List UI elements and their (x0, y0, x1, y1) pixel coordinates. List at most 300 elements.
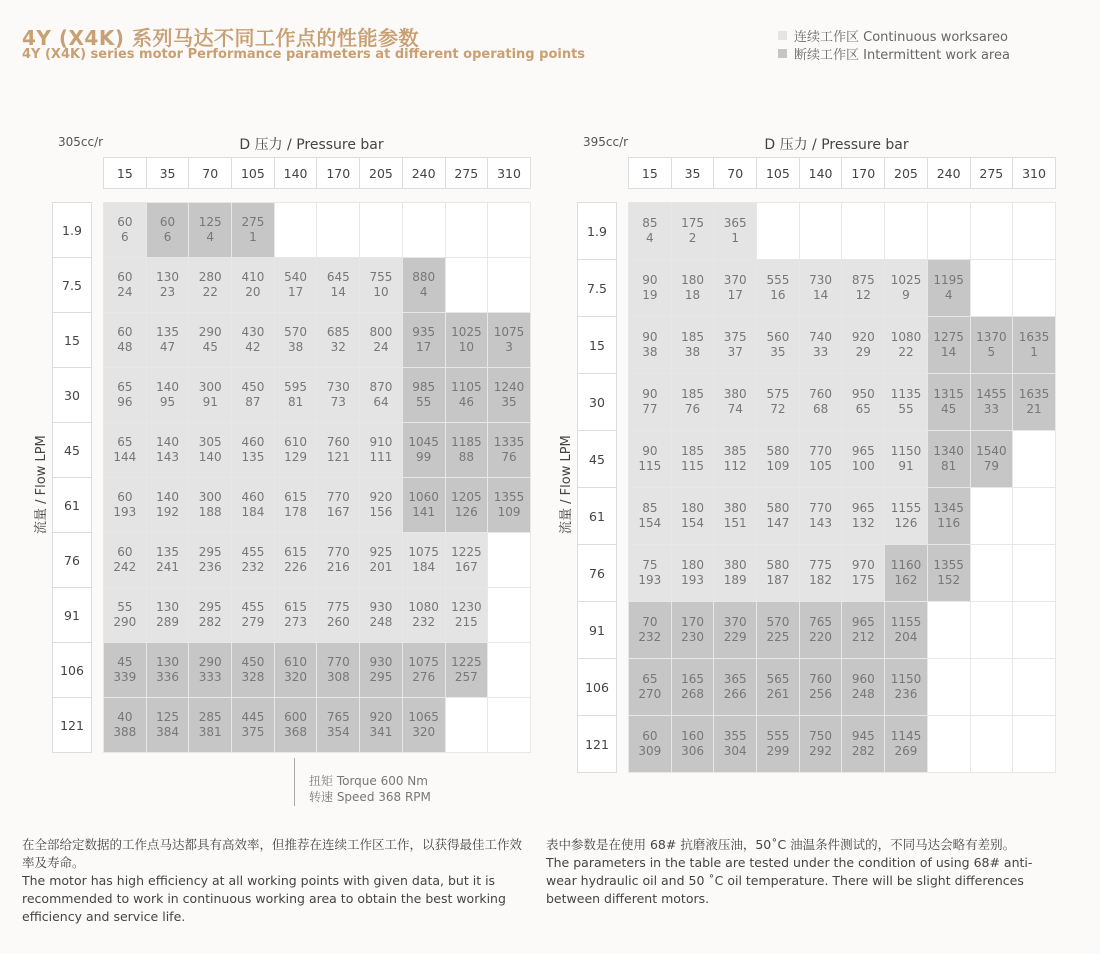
speed-value: 1 (249, 230, 257, 244)
torque-value: 1080 (408, 600, 439, 614)
torque-value: 770 (326, 545, 350, 559)
speed-value: 212 (851, 630, 875, 644)
torque-value: 920 (369, 490, 393, 504)
torque-value: 75 (642, 558, 658, 572)
data-cell (1013, 317, 1056, 374)
torque-value: 140 (156, 490, 179, 504)
speed-value: 226 (284, 560, 308, 574)
data-cell (1013, 716, 1056, 773)
speed-value: 156 (369, 505, 393, 519)
torque-value: 60 (117, 215, 133, 229)
data-cell (671, 317, 714, 374)
data-cell (970, 716, 1013, 773)
data-cell (104, 478, 147, 533)
torque-value: 60 (159, 215, 176, 229)
data-cell (629, 659, 672, 716)
data-cell (629, 602, 672, 659)
speed-value: 242 (113, 560, 137, 574)
torque-value: 60 (117, 270, 133, 284)
torque-value: 740 (809, 330, 833, 344)
torque-value: 1340 (933, 444, 964, 458)
torque-value: 410 (241, 270, 265, 284)
data-cell (927, 431, 970, 488)
speed-value: 192 (156, 505, 179, 519)
data-cell (274, 588, 317, 643)
torque-value: 140 (156, 380, 179, 394)
data-cell (274, 368, 317, 423)
torque-value: 575 (766, 387, 790, 401)
data-cell (629, 716, 672, 773)
torque-value: 130 (156, 655, 179, 669)
data-cell (232, 368, 275, 423)
torque-value: 570 (284, 325, 308, 339)
speed-value: 64 (373, 395, 389, 409)
torque-value: 1075 (408, 655, 439, 669)
speed-value: 45 (202, 340, 218, 354)
torque-value: 580 (766, 444, 790, 458)
data-cell (927, 716, 970, 773)
speed-value: 248 (369, 615, 393, 629)
flow-row (578, 659, 617, 716)
flow-header-cell: 15 (53, 313, 92, 368)
data-cell (970, 317, 1013, 374)
data-cell (629, 317, 672, 374)
torque-value: 610 (284, 435, 308, 449)
flow-row (53, 313, 92, 368)
data-cell (714, 545, 757, 602)
data-cell (146, 533, 189, 588)
speed-value: 381 (198, 725, 222, 739)
speed-value: 5 (987, 345, 996, 359)
data-cell (274, 643, 317, 698)
speed-value: 4 (944, 288, 953, 302)
flow-row (578, 488, 617, 545)
speed-value: 4 (646, 231, 654, 245)
torque-value: 910 (369, 435, 393, 449)
data-grid-right (628, 202, 1056, 773)
data-cell (927, 317, 970, 374)
torque-value: 930 (369, 655, 393, 669)
torque-value: 555 (766, 273, 790, 287)
speed-value: 17 (287, 285, 304, 299)
pressure-title-right: D 压力 / Pressure bar (764, 137, 909, 153)
table-row (629, 659, 1056, 716)
data-cell (360, 478, 403, 533)
data-cell (360, 588, 403, 643)
torque-value: 570 (766, 615, 790, 629)
data-cell (970, 374, 1013, 431)
speed-value: 241 (156, 560, 179, 574)
torque-value: 1025 (890, 273, 922, 287)
data-cell (317, 643, 360, 698)
torque-value: 950 (851, 387, 875, 401)
data-cell (842, 374, 885, 431)
data-cell (317, 533, 360, 588)
data-cell (488, 423, 531, 478)
speed-value: 232 (412, 615, 436, 629)
speed-value: 220 (809, 630, 833, 644)
torque-value: 60 (117, 325, 133, 339)
data-cell (970, 260, 1013, 317)
speed-value: 339 (113, 670, 137, 684)
torque-value: 65 (117, 380, 133, 394)
data-cell (757, 716, 800, 773)
pressure-header-cell: 140 (274, 158, 317, 189)
speed-value: 38 (287, 340, 304, 354)
flow-header-cell: 7.5 (53, 258, 92, 313)
data-cell (317, 203, 360, 258)
speed-value: 6 (163, 230, 172, 244)
speed-value: 21 (1026, 402, 1042, 416)
speed-value: 232 (638, 630, 662, 644)
data-cell (360, 313, 403, 368)
data-cell (1013, 431, 1056, 488)
data-cell (488, 478, 531, 533)
speed-value: 24 (373, 340, 389, 354)
speed-value: 55 (898, 402, 914, 416)
torque-value: 185 (681, 330, 704, 344)
speed-value: 46 (458, 395, 474, 409)
speed-value: 132 (851, 516, 875, 530)
torque-value: 445 (241, 710, 265, 724)
torque-value: 1065 (408, 710, 439, 724)
data-cell (757, 659, 800, 716)
speed-value: 10 (458, 340, 474, 354)
speed-value: 147 (766, 516, 790, 530)
speed-value: 144 (113, 450, 137, 464)
data-cell (757, 488, 800, 545)
data-cell (445, 423, 488, 478)
torque-value: 365 (723, 672, 747, 686)
speed-value: 1 (1030, 345, 1038, 359)
torque-value: 65 (642, 672, 658, 686)
data-cell (842, 203, 885, 260)
torque-value: 935 (412, 325, 436, 339)
data-cell (232, 258, 275, 313)
data-cell (104, 698, 147, 753)
flow-header-cell: 45 (578, 431, 617, 488)
annotation-line (294, 758, 295, 806)
torque-value: 1160 (890, 558, 922, 572)
speed-value: 14 (812, 288, 829, 302)
data-cell (232, 588, 275, 643)
data-cell (885, 317, 928, 374)
data-cell (714, 203, 757, 260)
speed-value: 193 (113, 505, 137, 519)
speed-value: 151 (723, 516, 747, 530)
data-cell (189, 533, 232, 588)
torque-value: 180 (681, 273, 704, 287)
data-cell (189, 698, 232, 753)
flow-row (578, 602, 617, 659)
speed-value: 35 (501, 395, 517, 409)
speed-value: 77 (642, 402, 658, 416)
torque-value: 40 (117, 710, 133, 724)
data-cell (885, 716, 928, 773)
data-cell (274, 478, 317, 533)
data-cell (488, 698, 531, 753)
data-cell (1013, 260, 1056, 317)
speed-value: 81 (287, 395, 304, 409)
speed-value: 112 (723, 459, 747, 473)
speed-value: 32 (330, 340, 346, 354)
data-cell (842, 317, 885, 374)
data-cell (970, 431, 1013, 488)
speed-value: 282 (851, 744, 875, 758)
data-cell (799, 317, 842, 374)
data-cell (488, 313, 531, 368)
speed-value: 188 (198, 505, 222, 519)
data-cell (402, 368, 445, 423)
data-cell (885, 545, 928, 602)
data-cell (189, 643, 232, 698)
data-cell (714, 716, 757, 773)
data-cell (317, 478, 360, 533)
torque-value: 965 (851, 444, 875, 458)
torque-value: 180 (681, 501, 704, 515)
speed-value: 256 (809, 687, 833, 701)
speed-value: 333 (198, 670, 222, 684)
pressure-header-cell: 35 (146, 158, 189, 189)
speed-value: 341 (369, 725, 393, 739)
speed-value: 16 (770, 288, 786, 302)
data-cell (1013, 602, 1056, 659)
note-right-en: The parameters in the table are tested under the condition of using 68# anti-wear hydraulic oil and 50 ˚C oil temperature. There will be slight differences between different motors. (546, 855, 1033, 906)
torque-value: 765 (809, 615, 833, 629)
flow-row (53, 698, 92, 753)
speed-value: 42 (245, 340, 261, 354)
speed-value: 184 (412, 560, 436, 574)
speed-value: 388 (113, 725, 137, 739)
torque-value: 165 (681, 672, 704, 686)
torque-value: 70 (642, 615, 658, 629)
torque-value: 295 (198, 545, 222, 559)
table-row (629, 317, 1056, 374)
speed-value: 299 (766, 744, 790, 758)
torque-value: 565 (766, 672, 790, 686)
pressure-header-cell: 275 (445, 158, 488, 189)
torque-value: 760 (809, 387, 833, 401)
speed-value: 304 (723, 744, 747, 758)
speed-value: 292 (809, 744, 833, 758)
speed-value: 18 (684, 288, 701, 302)
data-cell (146, 258, 189, 313)
flow-row (53, 423, 92, 478)
data-cell (317, 258, 360, 313)
data-cell (317, 423, 360, 478)
torque-value: 90 (642, 330, 658, 344)
speed-value: 308 (326, 670, 350, 684)
flow-header-cell: 30 (53, 368, 92, 423)
data-cell (274, 258, 317, 313)
note-left-cn: 在全部给定数据的工作点马达都具有高效率，但推荐在连续工作区工作，以获得最佳工作效率及寿命。 (22, 837, 523, 870)
speed-value: 29 (855, 345, 871, 359)
speed-value: 10 (373, 285, 389, 299)
data-cell (970, 488, 1013, 545)
torque-value: 60 (642, 729, 658, 743)
data-cell (274, 203, 317, 258)
torque-value: 290 (198, 655, 222, 669)
data-cell (885, 431, 928, 488)
table-row (629, 260, 1056, 317)
torque-value: 770 (809, 501, 833, 515)
pressure-header-cell: 15 (629, 158, 672, 189)
torque-value: 460 (241, 490, 265, 504)
speed-value: 141 (412, 505, 436, 519)
torque-value: 160 (681, 729, 704, 743)
speed-value: 154 (681, 516, 704, 530)
flow-row (53, 588, 92, 643)
data-cell (189, 258, 232, 313)
speed-value: 38 (642, 345, 658, 359)
data-cell (317, 588, 360, 643)
data-cell (274, 313, 317, 368)
data-cell (104, 313, 147, 368)
data-cell (927, 545, 970, 602)
speed-value: 111 (369, 450, 393, 464)
torque-value: 180 (681, 558, 704, 572)
speed-value: 109 (497, 505, 521, 519)
flow-row (578, 317, 617, 374)
speed-value: 72 (770, 402, 786, 416)
speed-value: 65 (855, 402, 871, 416)
data-cell (189, 313, 232, 368)
annotation-torque: 扭矩 Torque 600 Nm (309, 774, 428, 788)
torque-value: 1455 (976, 387, 1007, 401)
table-row (104, 203, 531, 258)
data-cell (757, 317, 800, 374)
speed-value: 91 (898, 459, 914, 473)
torque-value: 730 (326, 380, 350, 394)
table-row (104, 258, 531, 313)
data-cell (671, 602, 714, 659)
data-cell (232, 313, 275, 368)
speed-value: 225 (766, 630, 790, 644)
data-cell (799, 431, 842, 488)
data-cell (714, 317, 757, 374)
flow-header-cell: 76 (53, 533, 92, 588)
flow-header-cell: 1.9 (578, 203, 617, 260)
note-right-cn: 表中参数是在使用 68# 抗磨液压油，50˚C 油温条件测试的，不同马达会略有差别。 (546, 837, 1016, 852)
torque-value: 610 (284, 655, 308, 669)
torque-value: 800 (369, 325, 393, 339)
data-cell (360, 423, 403, 478)
pressure-header-cell: 205 (885, 158, 928, 189)
pressure-header-cell: 105 (232, 158, 275, 189)
table-row (104, 533, 531, 588)
speed-value: 175 (851, 573, 875, 587)
data-cell (927, 203, 970, 260)
data-cell (842, 260, 885, 317)
torque-value: 460 (241, 435, 265, 449)
flow-axis-title-right: 流量 / Flow LPM (559, 435, 574, 534)
data-cell (488, 588, 531, 643)
title-en: 4Y (X4K) series motor Performance parameters at different operating points (22, 47, 586, 62)
speed-value: 4 (206, 230, 215, 244)
data-cell (714, 374, 757, 431)
data-cell (671, 545, 714, 602)
data-cell (189, 478, 232, 533)
data-cell (360, 533, 403, 588)
torque-value: 770 (326, 490, 350, 504)
torque-value: 1355 (493, 490, 525, 504)
speed-value: 100 (851, 459, 875, 473)
data-cell (232, 643, 275, 698)
speed-value: 273 (284, 615, 308, 629)
title-cn: 4Y (X4K) 系列马达不同工作点的性能参数 (22, 26, 419, 50)
data-cell (1013, 545, 1056, 602)
data-cell (445, 588, 488, 643)
flow-row (578, 716, 617, 773)
speed-value: 129 (284, 450, 308, 464)
speed-value: 33 (983, 402, 999, 416)
speed-value: 115 (681, 459, 704, 473)
speed-value: 37 (727, 345, 743, 359)
pressure-header-cell: 70 (189, 158, 232, 189)
torque-value: 765 (326, 710, 350, 724)
flow-header-cell: 121 (53, 698, 92, 753)
torque-value: 85 (642, 501, 658, 515)
torque-value: 170 (681, 615, 704, 629)
torque-value: 920 (851, 330, 875, 344)
torque-value: 595 (284, 380, 308, 394)
torque-value: 560 (766, 330, 790, 344)
data-cell (629, 488, 672, 545)
note-right (546, 836, 1046, 908)
torque-value: 760 (326, 435, 350, 449)
torque-value: 755 (369, 270, 393, 284)
speed-value: 320 (284, 670, 308, 684)
torque-value: 1075 (493, 325, 525, 339)
torque-value: 645 (326, 270, 350, 284)
flow-header-cell: 61 (53, 478, 92, 533)
data-cell (927, 260, 970, 317)
flow-row (578, 260, 617, 317)
speed-value: 22 (898, 345, 914, 359)
data-cell (799, 488, 842, 545)
flow-row (53, 258, 92, 313)
annotation (309, 773, 431, 805)
data-cell (970, 659, 1013, 716)
data-cell (317, 368, 360, 423)
torque-value: 1155 (890, 615, 922, 629)
data-cell (1013, 203, 1056, 260)
torque-value: 1075 (408, 545, 439, 559)
speed-value: 73 (330, 395, 346, 409)
flow-header-cell: 7.5 (578, 260, 617, 317)
data-cell (970, 602, 1013, 659)
speed-value: 6 (121, 230, 129, 244)
torque-value: 375 (723, 330, 747, 344)
data-cell (671, 659, 714, 716)
table-row (104, 423, 531, 478)
speed-value: 189 (723, 573, 747, 587)
data-cell (146, 368, 189, 423)
data-cell (402, 588, 445, 643)
torque-value: 580 (766, 501, 790, 515)
data-cell (714, 488, 757, 545)
pressure-header-left (103, 157, 531, 189)
speed-value: 135 (241, 450, 265, 464)
torque-value: 65 (117, 435, 133, 449)
speed-value: 260 (326, 615, 350, 629)
data-cell (671, 260, 714, 317)
torque-value: 1225 (451, 545, 482, 559)
data-cell (757, 602, 800, 659)
pressure-header-cell: 310 (488, 158, 531, 189)
data-cell (402, 643, 445, 698)
torque-value: 385 (723, 444, 747, 458)
